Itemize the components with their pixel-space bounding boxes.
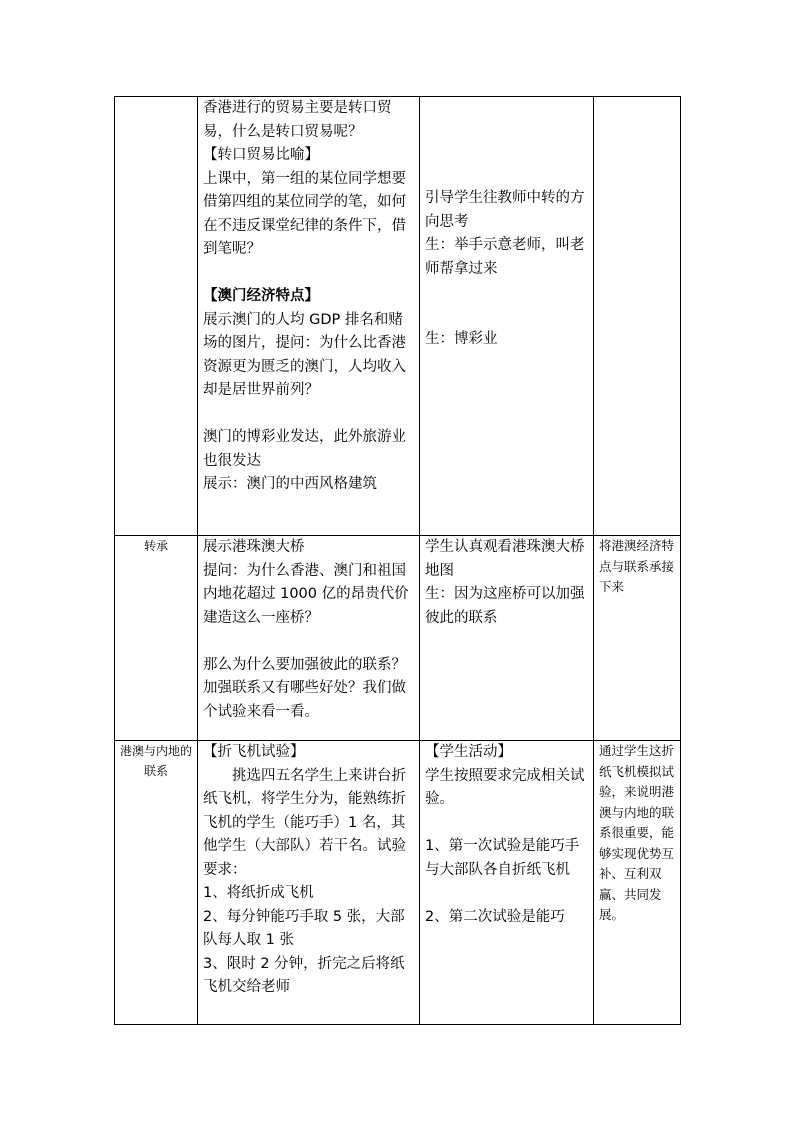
student-activity-cell bbox=[420, 536, 594, 741]
student-activity-cell bbox=[420, 741, 594, 1025]
lesson-plan-table bbox=[114, 96, 681, 1025]
teacher-text: 展示澳门的人均 GDP 排名和赌场的图片，提问：为什么比香港资源更为匮乏的澳门，人均收入却是居世界前列？ bbox=[203, 311, 406, 398]
teacher-text: 展示：澳门的中西风格建筑 bbox=[203, 476, 377, 492]
teacher-activity-cell bbox=[198, 536, 420, 741]
teacher-activity-cell bbox=[198, 741, 420, 1025]
design-intent-cell: 将港澳经济特点与联系承接下来 bbox=[594, 536, 681, 741]
table-row bbox=[115, 536, 681, 741]
teacher-text: 澳门的博彩业发达，此外旅游业也很发达 bbox=[203, 429, 406, 469]
student-text: 引导学生往教师中转的方向思考 bbox=[425, 190, 585, 230]
list-item: 3、限时 2 分钟，折完之后将纸飞机交给老师 bbox=[203, 955, 405, 995]
teacher-text: 香港进行的贸易主要是转口贸易，什么是转口贸易呢？ bbox=[203, 100, 392, 140]
teacher-text: 上课中，第一组的某位同学想要借第四组的某位同学的笔，如何在不违反课堂纪律的条件下，借到笔呢？ bbox=[203, 170, 406, 257]
section-heading: 【折飞机试验】 bbox=[203, 744, 305, 760]
student-text: 学生认真观看港珠澳大桥地图 bbox=[425, 539, 585, 579]
student-text: 1、第一次试验是能巧手与大部队各自折纸飞机 bbox=[425, 838, 580, 878]
student-activity-cell bbox=[420, 97, 594, 536]
design-intent-cell: 通过学生这折纸飞机模拟试验，来说明港澳与内地的联系很重要，能够实现优势互补、互利双赢、共同发展。 bbox=[594, 741, 681, 1025]
section-heading: 【澳门经济特点】 bbox=[203, 288, 319, 304]
stage-cell: 转承 bbox=[115, 536, 198, 741]
stage-cell: 港澳与内地的联系 bbox=[115, 741, 198, 1025]
design-intent-cell bbox=[594, 97, 681, 536]
section-heading: 【学生活动】 bbox=[425, 744, 512, 760]
teacher-text: 那么为什么要加强彼此的联系？加强联系又有哪些好处？我们做个试验来看一看。 bbox=[203, 656, 406, 720]
list-item: 2、每分钟能巧手取 5 张，大部队每人取 1 张 bbox=[203, 908, 405, 948]
teacher-text: 展示港珠澳大桥 bbox=[203, 539, 305, 555]
table-row bbox=[115, 741, 681, 1025]
section-heading: 【转口贸易比喻】 bbox=[203, 147, 319, 163]
student-text: 生：博彩业 bbox=[425, 331, 498, 347]
table-row bbox=[115, 97, 681, 536]
student-text: 生：因为这座桥可以加强彼此的联系 bbox=[425, 586, 585, 626]
teacher-activity-cell bbox=[198, 97, 420, 536]
stage-cell bbox=[115, 97, 198, 536]
student-text: 2、第二次试验是能巧 bbox=[425, 908, 565, 925]
student-text: 生：举手示意老师，叫老师帮拿过来 bbox=[425, 237, 585, 277]
teacher-text: 挑选四五名学生上来讲台折纸飞机，将学生分为，能熟练折飞机的学生（能巧手）1 名，其他学生（大部队）若干名。试验要求： bbox=[203, 767, 406, 878]
student-text: 学生按照要求完成相关试验。 bbox=[425, 767, 585, 807]
teacher-text: 提问：为什么香港、澳门和祖国内地花超过 1000 亿的昂贵代价建造这么一座桥？ bbox=[203, 562, 409, 626]
list-item: 1、将纸折成飞机 bbox=[203, 885, 314, 901]
